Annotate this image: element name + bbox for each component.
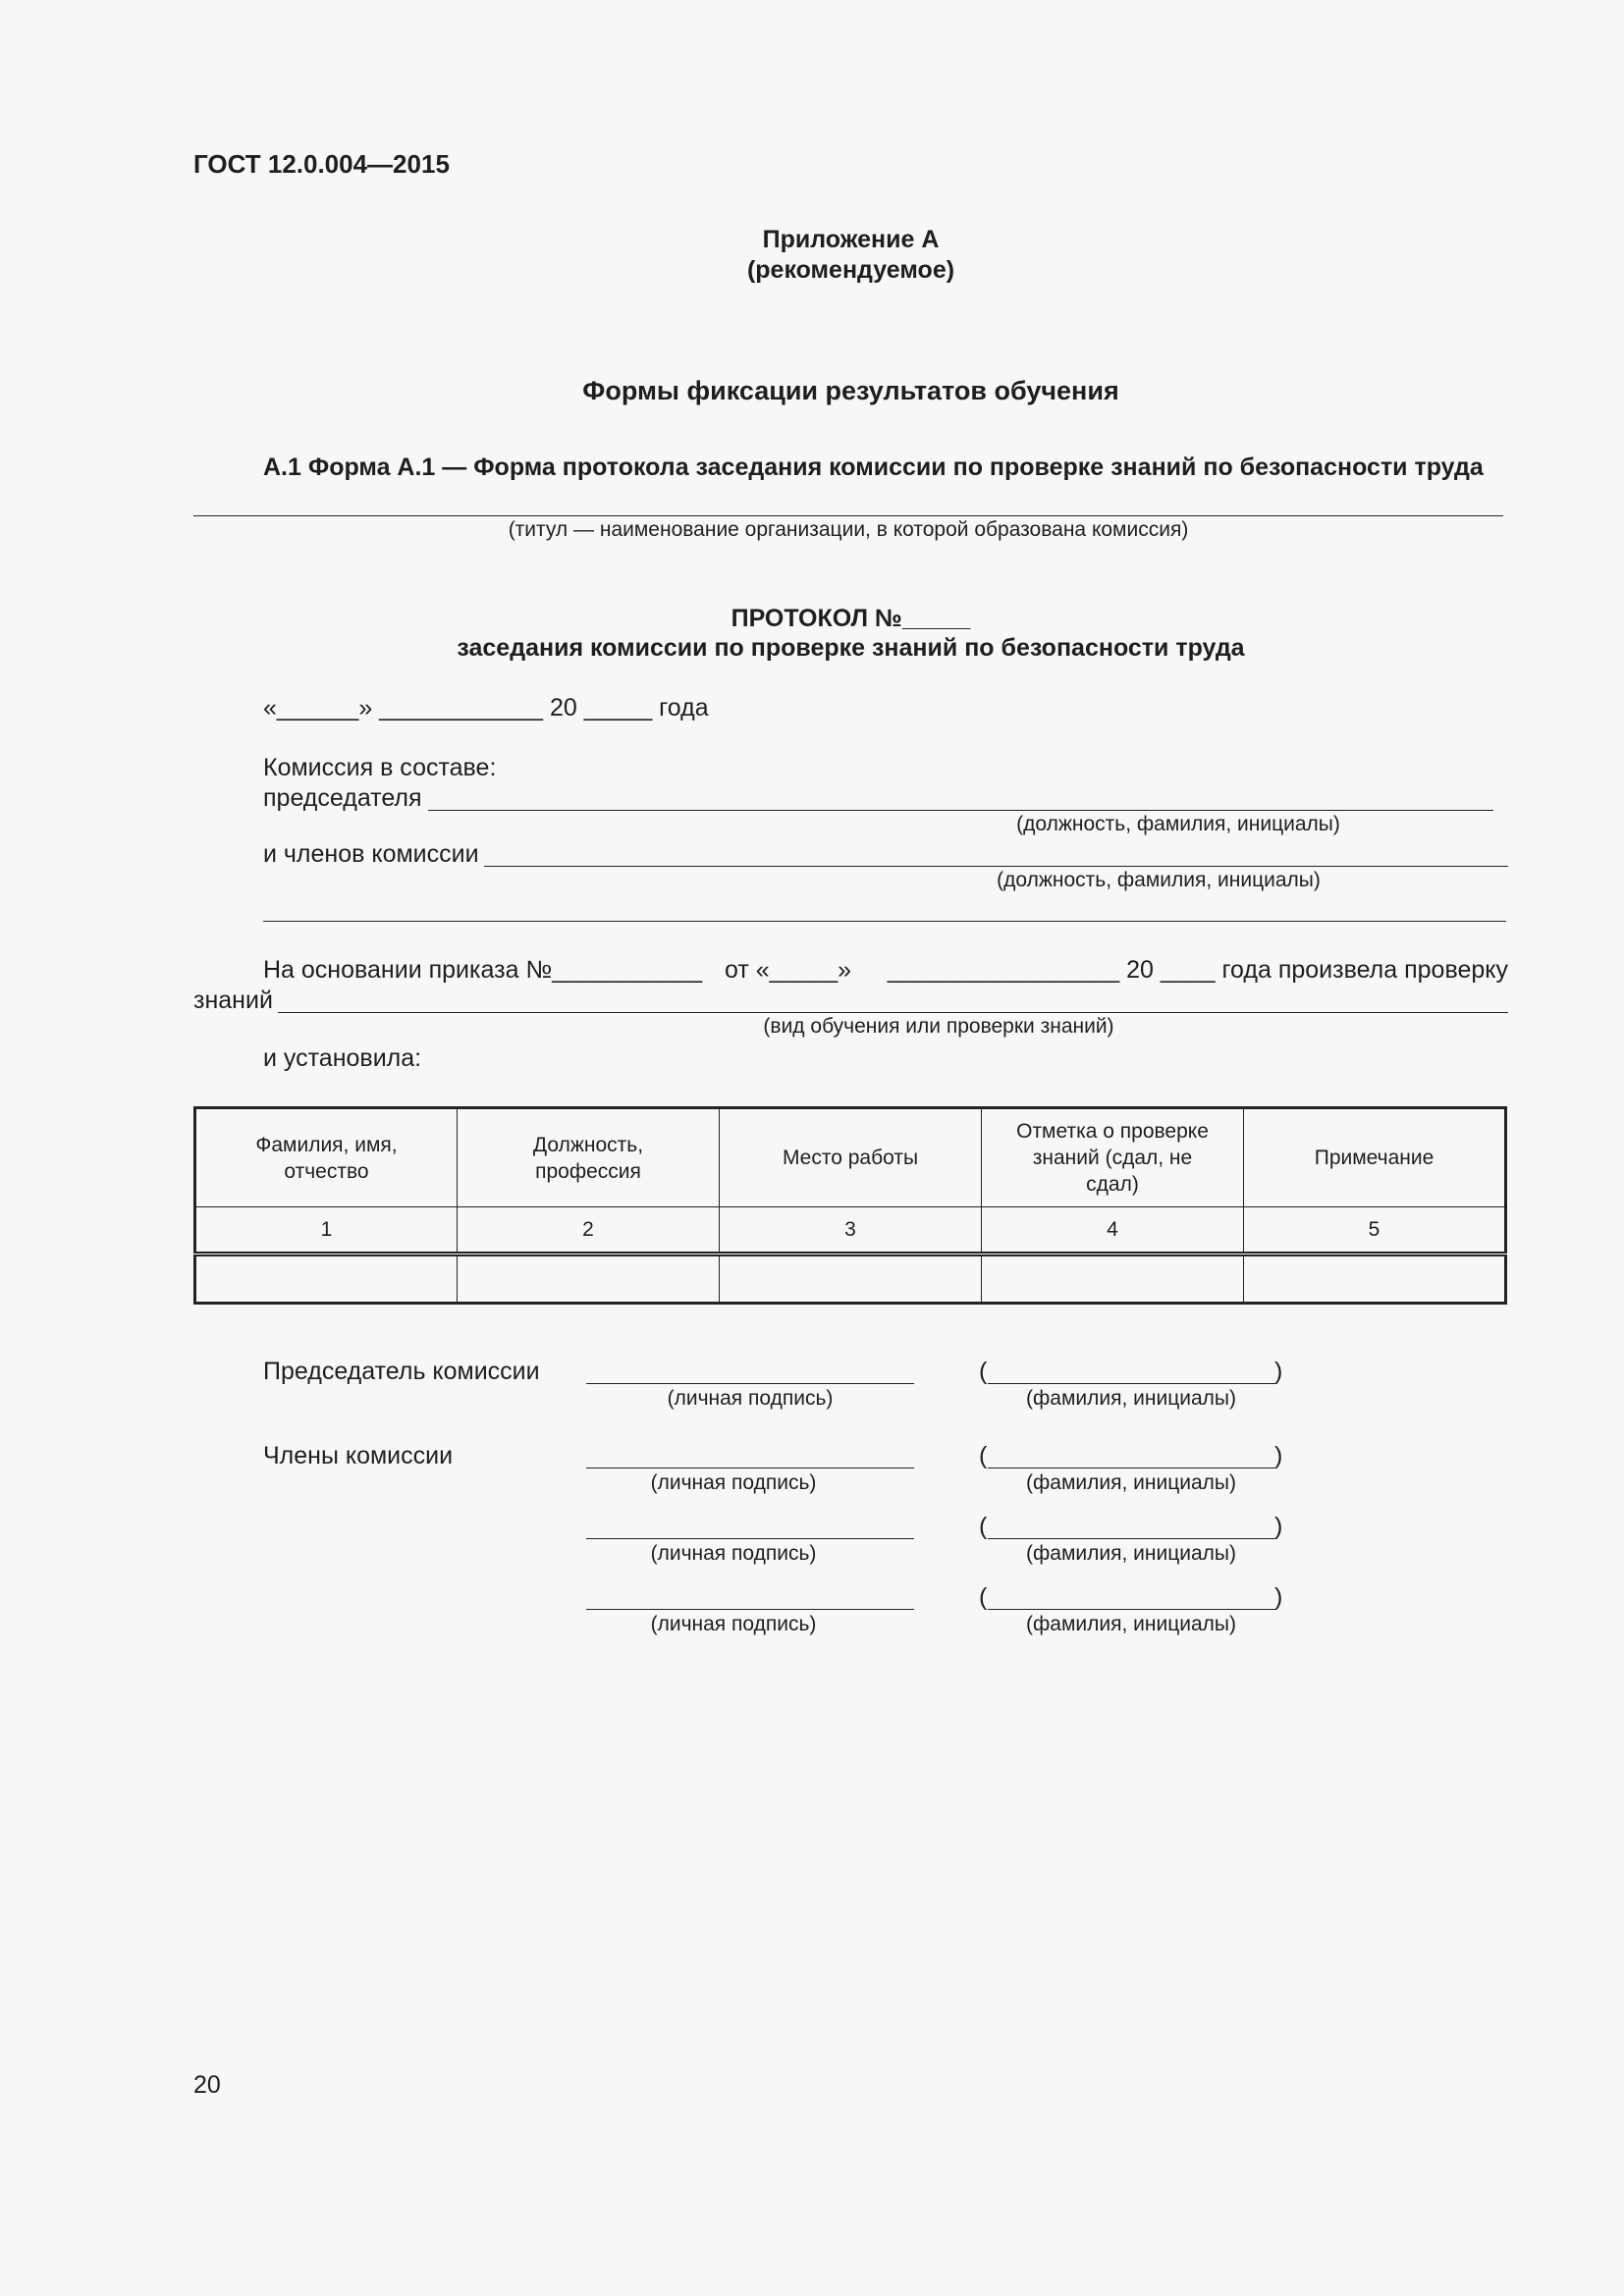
- open-paren: (: [979, 1583, 988, 1611]
- members-caption: (должность, фамилия, инициалы): [997, 869, 1321, 891]
- member-name-line: [988, 1609, 1275, 1610]
- open-paren: (: [979, 1513, 988, 1540]
- name-caption: (фамилия, инициалы): [1026, 1542, 1236, 1565]
- col-number: 2: [458, 1207, 720, 1255]
- table-cell[interactable]: [195, 1255, 458, 1304]
- members-label: и членов комиссии: [263, 840, 479, 868]
- col-header-note: Примечание: [1244, 1108, 1506, 1207]
- appendix-title: Приложение А: [762, 226, 940, 253]
- signature-caption: (личная подпись): [650, 1471, 817, 1494]
- chairman-label: председателя: [263, 784, 422, 812]
- protocol-title: ПРОТОКОЛ №_____: [731, 605, 971, 632]
- signature-members-label: Члены комиссии: [263, 1442, 454, 1469]
- table-cell[interactable]: [982, 1255, 1244, 1304]
- established-label: и установила:: [263, 1044, 422, 1072]
- section-title: Формы фиксации результатов обучения: [582, 376, 1119, 405]
- close-paren: ): [1274, 1513, 1283, 1540]
- close-paren: ): [1274, 1358, 1283, 1385]
- training-type-line: [278, 1012, 1508, 1013]
- close-paren: ): [1274, 1583, 1283, 1611]
- col-header-name: Фамилия, имя, отчество: [195, 1108, 458, 1207]
- chairman-caption: (должность, фамилия, инициалы): [1016, 813, 1340, 835]
- basis-order: На основании приказа №___________: [263, 956, 703, 984]
- date-line: «______» ____________ 20 _____ года: [263, 694, 709, 721]
- results-table: [193, 1106, 1507, 1305]
- table-cell[interactable]: [720, 1255, 982, 1304]
- table-cell[interactable]: [458, 1255, 720, 1304]
- table-header-row: [195, 1108, 1506, 1207]
- name-caption: (фамилия, инициалы): [1026, 1387, 1236, 1410]
- knowledge-label: знаний: [193, 987, 273, 1014]
- appendix-subtitle: (рекомендуемое): [746, 256, 955, 284]
- name-caption: (фамилия, инициалы): [1026, 1613, 1236, 1635]
- protocol-subtitle: заседания комиссии по проверке знаний по безопасности труда: [457, 634, 1245, 662]
- members-line: [484, 866, 1508, 867]
- col-header-result: Отметка о проверке знаний (сдал, не сдал): [982, 1108, 1244, 1207]
- signature-caption: (личная подпись): [650, 1542, 817, 1565]
- name-caption: (фамилия, инициалы): [1026, 1471, 1236, 1494]
- member-signature-line: [586, 1609, 914, 1610]
- basis-date-check: _________________ 20 ____ года произвела проверку: [887, 956, 1508, 984]
- table-row: [195, 1255, 1506, 1304]
- member-name-line: [988, 1538, 1275, 1539]
- chairman-signature-line: [586, 1383, 914, 1384]
- org-caption: (титул — наименование организации, в которой образована комиссия): [508, 518, 1189, 541]
- members-extra-line: [263, 921, 1506, 922]
- org-name-line: [193, 515, 1503, 516]
- basis-from: от «_____»: [725, 956, 852, 984]
- signature-caption: (личная подпись): [667, 1387, 834, 1410]
- page-number: 20: [193, 2071, 221, 2099]
- col-number: 3: [720, 1207, 982, 1255]
- signature-chairman-label: Председатель комиссии: [263, 1358, 540, 1385]
- chairman-name-line: [988, 1383, 1275, 1384]
- standard-number: ГОСТ 12.0.004—2015: [193, 149, 450, 179]
- form-title: А.1 Форма А.1 — Форма протокола заседания комиссии по проверке знаний по безопасности труда: [263, 454, 1484, 481]
- commission-intro: Комиссия в составе:: [263, 754, 497, 781]
- col-number: 4: [982, 1207, 1244, 1255]
- col-number: 1: [195, 1207, 458, 1255]
- chairman-line: [428, 810, 1493, 811]
- col-number: 5: [1244, 1207, 1506, 1255]
- open-paren: (: [979, 1442, 988, 1469]
- col-header-workplace: Место работы: [720, 1108, 982, 1207]
- member-signature-line: [586, 1538, 914, 1539]
- signature-caption: (личная подпись): [650, 1613, 817, 1635]
- col-header-position: Должность, профессия: [458, 1108, 720, 1207]
- table-cell[interactable]: [1244, 1255, 1506, 1304]
- table-number-row: [195, 1207, 1506, 1255]
- open-paren: (: [979, 1358, 988, 1385]
- close-paren: ): [1274, 1442, 1283, 1469]
- training-type-caption: (вид обучения или проверки знаний): [763, 1015, 1114, 1038]
